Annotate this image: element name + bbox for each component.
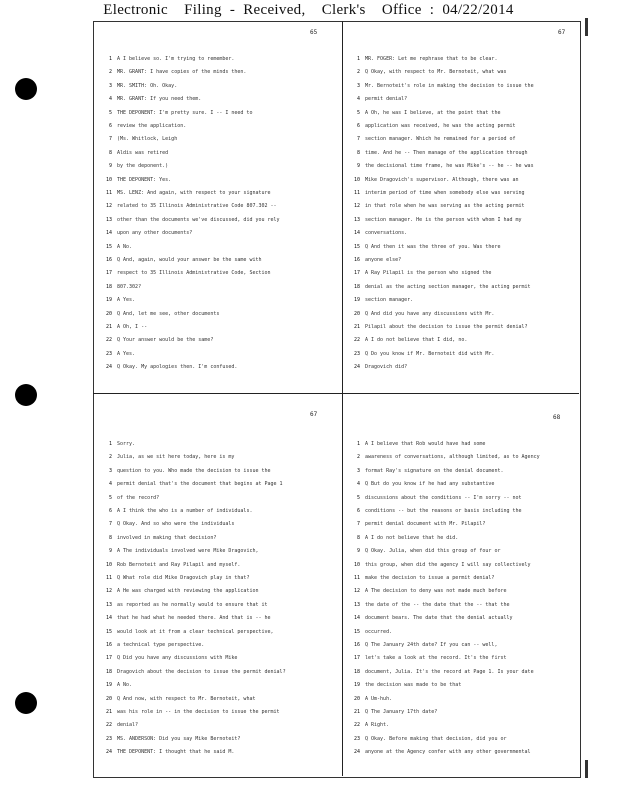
line-number: 3 <box>356 467 360 474</box>
transcript-page-67 <box>100 400 336 770</box>
line-number: 7 <box>108 521 112 528</box>
line-number: 21 <box>353 324 360 330</box>
punch-hole <box>15 692 37 714</box>
line-text: as reported as he normally would to ensure that it <box>117 601 268 608</box>
line-number: 24 <box>353 749 360 756</box>
line-text: Q And then it was the three of you. Was there <box>365 243 501 250</box>
line-text: interim period of time when somebody else was serving <box>365 190 525 196</box>
line-number: 13 <box>105 601 112 608</box>
line-number: 13 <box>353 601 360 608</box>
line-text: A I believe that Rob would have had some <box>365 441 486 447</box>
line-text: Q The January 24th date? If you can -- well, <box>365 642 498 648</box>
line-text: A No. <box>117 243 133 250</box>
line-text: A Yes. <box>117 350 136 357</box>
line-text: conditions -- but the reasons or basis including the <box>365 508 522 514</box>
line-text: (Ms. Whitlock, Leigh <box>117 136 178 143</box>
line-text: A I believe so. I'm trying to remember. <box>117 56 235 62</box>
line-number: 14 <box>353 615 360 622</box>
line-text: MR. FOGER: Let me rephrase that to be clear. <box>365 56 498 62</box>
line-number: 11 <box>105 575 112 581</box>
line-number: 23 <box>353 735 360 742</box>
line-number: 7 <box>356 521 360 528</box>
line-number: 1 <box>356 441 360 447</box>
efiling-stamp: Electronic Filing - Received, Clerk's Office : 04/22/2014 <box>103 2 514 18</box>
line-text: A No. <box>117 682 133 689</box>
line-text: Rob Bernoteit and Ray Pilapil and myself. <box>117 561 241 568</box>
line-number: 6 <box>108 123 112 129</box>
line-number: 18 <box>353 283 360 290</box>
line-text: Sorry. <box>117 441 136 447</box>
line-number: 1 <box>108 56 112 62</box>
line-number: 21 <box>105 324 112 330</box>
line-text: make the decision to issue a permit denial? <box>365 575 495 581</box>
line-text: the decisional time frame, he was Mike's -- he -- he was <box>365 163 534 170</box>
page-lines <box>104 440 336 760</box>
line-text: MR. GRANT: If you need them. <box>117 96 202 103</box>
line-number: 24 <box>105 749 112 756</box>
page-number: 65 <box>310 29 318 36</box>
line-number: 12 <box>105 203 112 210</box>
line-number: 2 <box>356 69 360 76</box>
line-number: 5 <box>356 109 360 116</box>
punch-hole <box>15 384 37 406</box>
line-text: Dragovich about the decision to issue the permit denial? <box>117 668 286 675</box>
row-divider <box>93 393 579 394</box>
line-number: 14 <box>105 230 112 237</box>
line-number: 22 <box>105 722 112 729</box>
line-number: 10 <box>105 176 112 183</box>
line-number: 22 <box>105 337 112 344</box>
line-text: anyone at the Agency confer with any other governmental <box>365 749 531 756</box>
line-number: 9 <box>108 163 112 170</box>
line-text: permit denial that's the document that begins at Page 1 <box>117 481 283 488</box>
line-text: Q Do you know if Mr. Bernoteit did with Mr. <box>365 350 495 357</box>
line-number: 16 <box>105 642 112 648</box>
line-number: 11 <box>353 575 360 581</box>
line-number: 8 <box>108 149 112 156</box>
line-number: 8 <box>356 534 360 541</box>
line-text: related to 35 Illinois Administrative Code 807.302 -- <box>117 203 277 210</box>
line-text: A Right. <box>365 722 390 729</box>
line-text: THE DEPONENT: Yes. <box>117 176 172 183</box>
line-text: Aldis was retired <box>117 149 169 156</box>
line-text: THE DEPONENT: I'm pretty sure. I -- I need to <box>117 109 253 116</box>
line-number: 20 <box>353 310 360 317</box>
line-number: 17 <box>105 270 112 277</box>
line-text: awareness of conversations, although limited, as to Agency <box>365 454 540 461</box>
line-text: other than the documents we've discussed, did you rely <box>117 216 280 223</box>
line-number: 15 <box>105 628 112 635</box>
line-text: Q And, again, would your answer be the same with <box>117 257 262 263</box>
line-number: 6 <box>356 508 360 514</box>
line-number: 19 <box>105 297 112 304</box>
line-text: review the application. <box>117 123 187 129</box>
line-number: 13 <box>105 216 112 223</box>
line-text: Q Okay. My apologies then. I'm confused. <box>117 364 238 371</box>
line-number: 23 <box>105 735 112 742</box>
line-number: 6 <box>108 508 112 514</box>
line-text: respect to 35 Illinois Administrative Code, Section <box>117 270 271 277</box>
line-text: MS. LENZ: And again, with respect to your signature <box>117 190 271 196</box>
page-lines <box>352 55 576 375</box>
line-number: 8 <box>108 534 112 541</box>
line-number: 15 <box>105 243 112 250</box>
line-number: 12 <box>105 588 112 595</box>
line-number: 21 <box>105 709 112 715</box>
line-number: 2 <box>356 454 360 461</box>
line-number: 3 <box>356 82 360 89</box>
transcript-page-65 <box>100 25 336 385</box>
punch-hole <box>15 78 37 100</box>
line-text: in that role when he was serving as the acting permit <box>365 203 525 210</box>
line-text: upon any other documents? <box>117 230 193 237</box>
line-number: 4 <box>356 96 360 103</box>
line-text: this group, when did the agency I will say collectively <box>365 561 531 568</box>
line-text: permit denial document with Mr. Pilapil? <box>365 521 486 528</box>
page-number: 67 <box>558 29 566 36</box>
line-text: was his role in -- in the decision to issue the permit <box>117 709 280 715</box>
line-number: 17 <box>353 655 360 662</box>
line-text: the decision was made to be that <box>365 682 462 689</box>
line-text: by the deponent.) <box>117 163 169 170</box>
line-text: A The individuals involved were Mike Dragovich, <box>117 548 259 555</box>
line-text: Dragovich did? <box>365 364 408 371</box>
line-text: Q Okay, with respect to Mr. Bernoteit, what was <box>365 69 507 76</box>
line-text: section manager. Which he remained for a period of <box>365 136 516 143</box>
line-text: time. And he -- Then manage of the application through <box>365 149 528 156</box>
line-number: 12 <box>353 588 360 595</box>
line-text: A He was charged with reviewing the application <box>117 588 259 595</box>
line-text: A Oh, I -- <box>117 324 148 330</box>
page-number: 67 <box>310 411 318 418</box>
line-text: format Ray's signature on the denial document. <box>365 467 504 474</box>
line-text: MR. SMITH: Oh. Okay. <box>117 82 178 89</box>
line-text: Q Did you have any discussions with Mike <box>117 655 238 662</box>
line-number: 16 <box>353 642 360 648</box>
line-number: 21 <box>353 709 360 715</box>
line-number: 15 <box>353 243 360 250</box>
line-text: MR. GRANT: I have copies of the minds then. <box>117 69 247 76</box>
line-text: application was received, he was the acting permit <box>365 123 516 129</box>
line-text: section manager. <box>365 297 414 304</box>
line-text: Q Okay. Julia, when did this group of four or <box>365 548 501 555</box>
line-number: 18 <box>105 668 112 675</box>
line-text: Q Okay. Before making that decision, did you or <box>365 735 507 742</box>
line-text: Julia, as we sit here today, here is my <box>117 454 235 461</box>
line-number: 13 <box>353 216 360 223</box>
line-text: Q And did you have any discussions with Mr. <box>365 310 495 317</box>
line-text: occurred. <box>365 628 393 635</box>
line-text: section manager. He is the person with whom I had my <box>365 216 522 223</box>
column-divider <box>342 21 343 776</box>
line-number: 23 <box>353 350 360 357</box>
line-text: A Ray Pilapil is the person who signed the <box>365 270 492 277</box>
line-number: 20 <box>105 695 112 702</box>
line-number: 7 <box>356 136 360 143</box>
line-number: 22 <box>353 722 360 729</box>
page-lines <box>352 440 576 760</box>
line-number: 3 <box>108 82 112 89</box>
line-text: Mr. Bernoteit's role in making the decision to issue the <box>365 82 534 89</box>
line-number: 1 <box>356 56 360 62</box>
line-number: 8 <box>356 149 360 156</box>
line-text: A Oh, he was I believe, at the point that the <box>365 109 501 116</box>
line-number: 6 <box>356 123 360 129</box>
line-text: Q And now, with respect to Mr. Bernoteit, what <box>117 695 256 702</box>
line-text: Q The January 17th date? <box>365 709 438 715</box>
line-number: 4 <box>108 96 112 103</box>
line-number: 14 <box>105 615 112 622</box>
line-number: 24 <box>105 364 112 371</box>
line-number: 16 <box>353 257 360 263</box>
line-text: document, Julia. It's the record at Page 1. Is your date <box>365 668 534 675</box>
edge-mark <box>585 18 588 36</box>
page-lines <box>104 55 336 375</box>
line-text: denial as the acting section manager, the acting permit <box>365 283 531 290</box>
line-number: 17 <box>105 655 112 662</box>
line-number: 20 <box>353 695 360 702</box>
line-text: Mike Dragovich's supervisor. Although, there was an <box>365 176 519 183</box>
line-text: A I think the who is a number of individuals. <box>117 508 253 514</box>
page-number: 68 <box>553 414 561 421</box>
line-text: denial? <box>117 722 139 729</box>
line-text: Q What role did Mike Dragovich play in that? <box>117 575 250 581</box>
line-number: 16 <box>105 257 112 263</box>
line-number: 5 <box>108 109 112 116</box>
line-text: MS. ANDERSON: Did you say Mike Bernoteit? <box>117 735 241 742</box>
line-number: 18 <box>353 668 360 675</box>
line-text: Q But do you know if he had any substantive <box>365 481 495 488</box>
transcript-page-68 <box>348 400 576 770</box>
line-number: 1 <box>108 441 112 447</box>
line-number: 4 <box>356 481 360 488</box>
line-text: A The decision to deny was not made much before <box>365 588 507 595</box>
line-number: 19 <box>353 682 360 689</box>
line-number: 3 <box>108 467 112 474</box>
line-text: the date of the -- the date that the -- that the <box>365 601 510 608</box>
line-number: 19 <box>105 682 112 689</box>
line-number: 22 <box>353 337 360 344</box>
edge-mark <box>585 760 588 778</box>
line-number: 2 <box>108 454 112 461</box>
line-text: A Yes. <box>117 297 136 304</box>
line-number: 11 <box>105 190 112 196</box>
line-number: 2 <box>108 69 112 76</box>
line-text: a technical type perspective. <box>117 642 205 648</box>
line-text: Q Your answer would be the same? <box>117 337 214 344</box>
line-text: of the record? <box>117 494 160 501</box>
line-text: let's take a look at the record. It's the first <box>365 655 507 662</box>
line-number: 5 <box>356 494 360 501</box>
line-number: 14 <box>353 230 360 237</box>
line-number: 19 <box>353 297 360 304</box>
line-number: 9 <box>356 163 360 170</box>
line-number: 9 <box>356 548 360 555</box>
line-text: A I do not believe that I did, no. <box>365 337 468 344</box>
line-text: Q And, let me see, other documents <box>117 310 220 317</box>
line-number: 7 <box>108 136 112 143</box>
line-number: 10 <box>105 561 112 568</box>
line-number: 9 <box>108 548 112 555</box>
line-number: 15 <box>353 628 360 635</box>
line-text: that he had what he needed there. And that is -- he <box>117 615 271 622</box>
line-number: 17 <box>353 270 360 277</box>
transcript-page-66 <box>348 25 576 385</box>
line-number: 5 <box>108 494 112 501</box>
line-number: 10 <box>353 176 360 183</box>
line-text: THE DEPONENT: I thought that he said M. <box>117 749 235 756</box>
line-text: conversations. <box>365 230 408 237</box>
line-number: 11 <box>353 190 360 196</box>
line-text: discussions about the conditions -- I'm sorry -- not <box>365 494 522 501</box>
line-number: 20 <box>105 310 112 317</box>
line-text: 807.302? <box>117 283 142 290</box>
line-number: 4 <box>108 481 112 488</box>
line-text: question to you. Who made the decision to issue the <box>117 467 271 474</box>
line-number: 24 <box>353 364 360 371</box>
line-text: A Um-huh. <box>365 695 393 702</box>
line-number: 18 <box>105 283 112 290</box>
line-text: Pilapil about the decision to issue the permit denial? <box>365 324 528 330</box>
line-text: A I do not believe that he did. <box>365 534 459 541</box>
line-number: 12 <box>353 203 360 210</box>
line-text: document bears. The date that the denial actually <box>365 615 513 622</box>
line-text: would look at it from a clear technical perspective, <box>117 628 274 635</box>
line-text: permit denial? <box>365 96 408 103</box>
line-number: 10 <box>353 561 360 568</box>
line-text: Q Okay. And so who were the individuals <box>117 521 235 528</box>
line-number: 23 <box>105 350 112 357</box>
line-text: anyone else? <box>365 257 402 263</box>
line-text: involved in making that decision? <box>117 534 217 541</box>
